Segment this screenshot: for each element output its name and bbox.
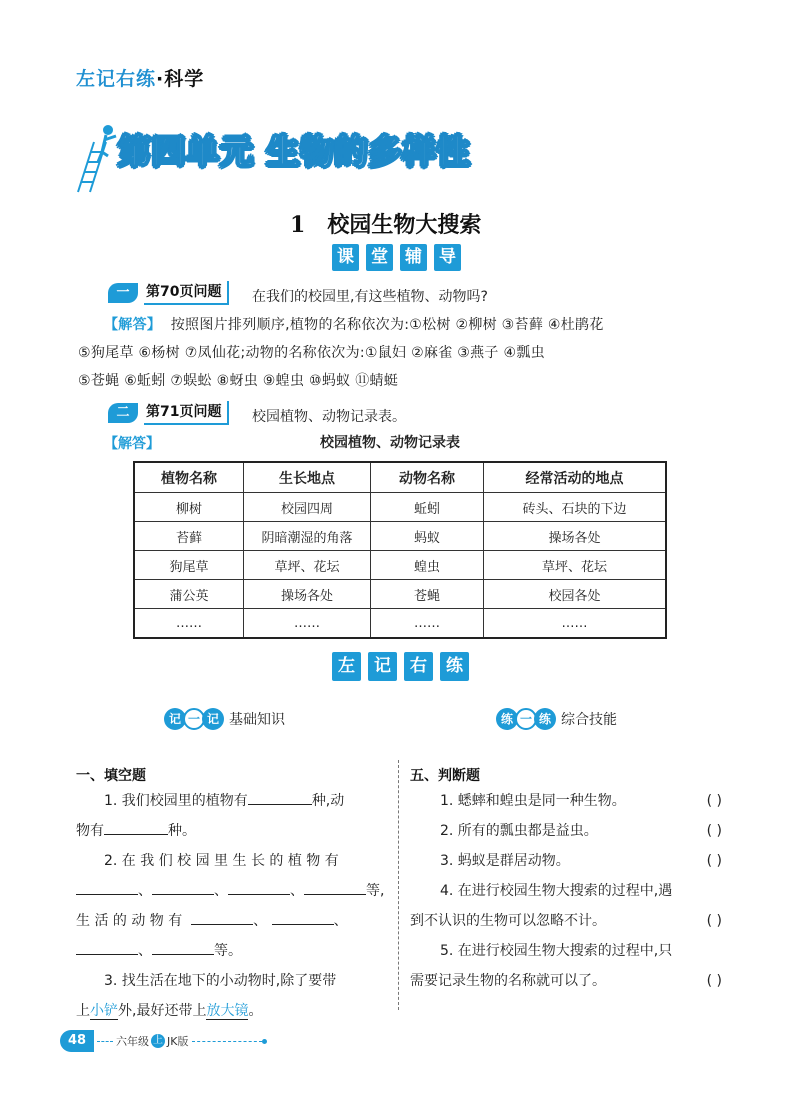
pill-icon-char: 一 bbox=[515, 708, 537, 730]
pill-label: 综合技能 bbox=[561, 712, 617, 728]
table-cell: 蚂蚁 bbox=[371, 522, 484, 551]
q1-label: 第70页问题 bbox=[144, 281, 229, 305]
record-table bbox=[133, 461, 667, 639]
judge-item bbox=[410, 846, 722, 876]
table-cell: …… bbox=[134, 609, 244, 639]
table-cell: 苍蝇 bbox=[371, 580, 484, 609]
judge-text: 需要记录生物的名称就可以了。 bbox=[410, 973, 606, 989]
guidance-tag-char: 导 bbox=[434, 244, 461, 271]
judge-item-4-cont bbox=[410, 906, 722, 936]
guidance-tag-char: 辅 bbox=[400, 244, 427, 271]
q1-header bbox=[108, 282, 229, 304]
answer-paren[interactable]: ( ) bbox=[706, 913, 722, 929]
table-cell: 蚯蚓 bbox=[371, 493, 484, 522]
table-header: 生长地点 bbox=[244, 462, 371, 493]
table-title: 校园植物、动物记录表 bbox=[320, 435, 460, 451]
judge-item bbox=[410, 786, 722, 816]
judge-section-title: 五、判断题 bbox=[410, 768, 480, 784]
table-cell: 砖头、石块的下边 bbox=[484, 493, 667, 522]
table-cell: 狗尾草 bbox=[134, 551, 244, 580]
answer-blank[interactable] bbox=[228, 878, 290, 895]
fill-questions bbox=[76, 786, 392, 1026]
column-divider bbox=[398, 760, 399, 1010]
table-cell: 校园四周 bbox=[244, 493, 371, 522]
brand-sub: ·科学 bbox=[156, 68, 205, 90]
answer-paren[interactable]: ( ) bbox=[706, 823, 722, 839]
fill-q1-text: 1. 我们校园里的植物有 bbox=[104, 793, 248, 809]
answer-label: 【解答】 bbox=[104, 436, 160, 452]
table-cell: 操场各处 bbox=[484, 522, 667, 551]
separator: 、 bbox=[253, 913, 268, 929]
footer-dash bbox=[192, 1041, 262, 1042]
answer-paren[interactable]: ( ) bbox=[706, 973, 722, 989]
practice-tag-char: 右 bbox=[404, 652, 433, 681]
practice-tag-char: 练 bbox=[440, 652, 469, 681]
answer-blank[interactable] bbox=[304, 878, 366, 895]
table-header: 经常活动的地点 bbox=[484, 462, 667, 493]
fill-q2-animals bbox=[76, 906, 392, 936]
handwritten-answer: 小铲 bbox=[90, 1003, 118, 1019]
footer-edition: JK版 bbox=[167, 1035, 189, 1048]
footer-term: 上 bbox=[153, 1035, 163, 1046]
practice-tag-char: 记 bbox=[368, 652, 397, 681]
answer-blank[interactable] bbox=[248, 788, 312, 805]
pill-icon-char: 一 bbox=[183, 708, 205, 730]
judge-questions bbox=[410, 786, 722, 996]
fill-q2: 2. 在 我 们 校 园 里 生 长 的 植 物 有 bbox=[104, 853, 339, 869]
footer-grade: 六年级 bbox=[116, 1035, 149, 1048]
pill-icon-char: 记 bbox=[164, 708, 186, 730]
basic-knowledge-pill bbox=[164, 708, 285, 730]
judge-item-4: 4. 在进行校园生物大搜索的过程中,遇 bbox=[440, 883, 673, 899]
table-cell: 操场各处 bbox=[244, 580, 371, 609]
practice-icon bbox=[496, 708, 553, 730]
table-cell: 蝗虫 bbox=[371, 551, 484, 580]
page-number: 48 bbox=[60, 1030, 94, 1052]
separator: 、 bbox=[333, 913, 348, 929]
fill-q2-blanks bbox=[76, 876, 392, 906]
table-cell: 校园各处 bbox=[484, 580, 667, 609]
remember-icon bbox=[164, 708, 221, 730]
pill-icon-char: 记 bbox=[202, 708, 224, 730]
answer-paren[interactable]: ( ) bbox=[706, 853, 722, 869]
judge-text: 2. 所有的瓢虫都是益虫。 bbox=[440, 823, 598, 839]
footer-dot bbox=[262, 1039, 267, 1044]
table-cell: 柳树 bbox=[134, 493, 244, 522]
q2-header bbox=[108, 402, 229, 424]
judge-item bbox=[410, 816, 722, 846]
fill-q1-text: 种,动 bbox=[311, 793, 345, 809]
table-cell: 草坪、花坛 bbox=[244, 551, 371, 580]
lesson-number: 1 bbox=[290, 212, 306, 238]
answer-blank[interactable] bbox=[76, 878, 138, 895]
judge-item-5: 5. 在进行校园生物大搜索的过程中,只 bbox=[440, 943, 673, 959]
separator: 、 bbox=[214, 883, 228, 899]
judge-text: 3. 蚂蚁是群居动物。 bbox=[440, 853, 570, 869]
judge-text: 到不认识的生物可以忽略不计。 bbox=[410, 913, 606, 929]
pill-icon-char: 练 bbox=[534, 708, 556, 730]
separator: 、 bbox=[290, 883, 304, 899]
table-row bbox=[134, 580, 666, 609]
guidance-tag-char: 课 bbox=[332, 244, 359, 271]
table-cell: 苔藓 bbox=[134, 522, 244, 551]
table-row bbox=[134, 493, 666, 522]
fill-q2-end: 等。 bbox=[214, 943, 242, 959]
q2-label: 第71页问题 bbox=[144, 401, 229, 425]
pill-label: 基础知识 bbox=[229, 712, 285, 728]
fill-q1-cont bbox=[76, 816, 392, 846]
handwritten-answer: 放大镜 bbox=[206, 1003, 249, 1019]
answer-blank[interactable] bbox=[152, 938, 214, 955]
q1-text: 在我们的校园里,有这些植物、动物吗? bbox=[252, 289, 488, 305]
fill-q3-cont bbox=[76, 996, 392, 1026]
q2-badge: 二 bbox=[108, 403, 138, 423]
fill-q3-text: 上 bbox=[76, 1003, 90, 1019]
judge-item-5-cont bbox=[410, 966, 722, 996]
q1-line3: ⑤苍蝇 ⑥蚯蚓 ⑦蜈蚣 ⑧蚜虫 ⑨蝗虫 ⑩蚂蚁 ⑪蜻蜓 bbox=[78, 373, 399, 389]
table-header-row bbox=[134, 462, 666, 493]
answer-paren[interactable]: ( ) bbox=[706, 793, 722, 809]
fill-q3: 3. 找生活在地下的小动物时,除了要带 bbox=[104, 973, 337, 989]
answer-blank[interactable] bbox=[272, 908, 334, 925]
separator: 、 bbox=[138, 883, 152, 899]
fill-q3-text: 外,最好还带上 bbox=[118, 1003, 207, 1019]
fill-q1 bbox=[76, 786, 392, 816]
table-cell: 草坪、花坛 bbox=[484, 551, 667, 580]
fill-q1-text: 物有 bbox=[76, 823, 104, 839]
table-cell: 阴暗潮湿的角落 bbox=[244, 522, 371, 551]
q1-line1: 按照图片排列顺序,植物的名称依次为:①松树 ②柳树 ③苔藓 ④杜鹃花 bbox=[170, 317, 604, 333]
q1-answer-line1 bbox=[104, 314, 604, 334]
table-row bbox=[134, 551, 666, 580]
answer-blank[interactable] bbox=[152, 878, 214, 895]
table-header: 动物名称 bbox=[371, 462, 484, 493]
table-cell: …… bbox=[244, 609, 371, 639]
fill-q2-animals-cont bbox=[76, 936, 392, 966]
brand-main: 左记右练 bbox=[76, 68, 157, 90]
table-row bbox=[134, 609, 666, 639]
guidance-tag-char: 堂 bbox=[366, 244, 393, 271]
table-header: 植物名称 bbox=[134, 462, 244, 493]
practice-tag-char: 左 bbox=[332, 652, 361, 681]
answer-blank[interactable] bbox=[191, 908, 253, 925]
page-footer bbox=[60, 1030, 267, 1052]
table-cell: …… bbox=[484, 609, 667, 639]
practice-tag bbox=[332, 652, 469, 681]
q1-line2: ⑤狗尾草 ⑥杨树 ⑦凤仙花;动物的名称依次为:①鼠妇 ②麻雀 ③燕子 ④瓢虫 bbox=[78, 345, 545, 361]
fill-q2-end: 等, bbox=[366, 883, 385, 899]
fill-q3-text: 。 bbox=[248, 1003, 263, 1019]
judge-text: 1. 蟋蟀和蝗虫是同一种生物。 bbox=[440, 793, 626, 809]
table-row bbox=[134, 522, 666, 551]
brand-title bbox=[76, 64, 204, 91]
guidance-tag bbox=[332, 244, 461, 271]
unit-title: 第四单元 生物的多样性 bbox=[118, 132, 471, 171]
table-cell: 蒲公英 bbox=[134, 580, 244, 609]
fill-section-title: 一、填空题 bbox=[76, 768, 146, 784]
table-cell: …… bbox=[371, 609, 484, 639]
lesson-title bbox=[290, 208, 481, 239]
skills-pill bbox=[496, 708, 617, 730]
separator: 、 bbox=[138, 943, 152, 959]
answer-blank[interactable] bbox=[104, 818, 168, 835]
answer-blank[interactable] bbox=[76, 938, 138, 955]
fill-q2-text: 生 活 的 动 物 有 bbox=[76, 913, 183, 929]
footer-dash bbox=[97, 1041, 113, 1042]
fill-q1-text: 种。 bbox=[168, 823, 196, 839]
q1-badge: 一 bbox=[108, 283, 138, 303]
answer-label: 【解答】 bbox=[104, 317, 162, 333]
lesson-name: 校园生物大搜索 bbox=[327, 213, 482, 238]
pill-icon-char: 练 bbox=[496, 708, 518, 730]
q2-text: 校园植物、动物记录表。 bbox=[252, 409, 406, 425]
